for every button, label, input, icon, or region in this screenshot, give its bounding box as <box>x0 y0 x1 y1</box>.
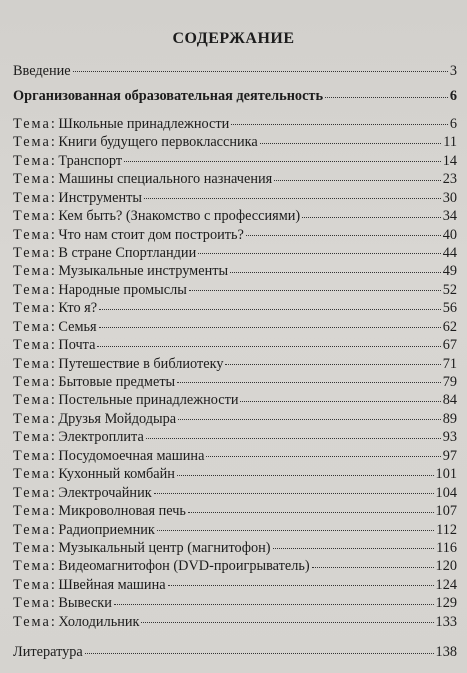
toc-entry-label: Тема: Школьные принадлежности <box>13 115 230 132</box>
toc-page-number: 44 <box>442 244 457 261</box>
dot-leader <box>99 309 441 310</box>
tema-prefix: Тема <box>13 429 51 446</box>
toc-page-number: 3 <box>449 63 457 79</box>
toc-entry-topic <box>13 502 457 520</box>
toc-page-number: 23 <box>442 171 457 188</box>
tema-prefix: Тема <box>13 244 51 261</box>
tema-prefix: Тема <box>13 318 51 335</box>
dot-leader <box>85 653 434 654</box>
toc-entry-topic <box>13 391 457 409</box>
toc-entry-topic <box>13 299 457 317</box>
toc-entry-topic <box>13 521 457 539</box>
toc-page-number: 112 <box>436 521 457 538</box>
dot-leader <box>146 438 441 439</box>
dot-leader <box>231 124 448 125</box>
toc-entry-label: Тема: Вывески <box>13 595 112 612</box>
dot-leader <box>97 346 440 347</box>
topic-title: Швейная машина <box>58 576 166 593</box>
toc-entry-label: Литература <box>13 644 83 661</box>
toc-entry-label: Тема: Что нам стоит дом построить? <box>13 226 244 243</box>
topic-title: Холодильник <box>58 613 140 630</box>
topic-title: Электроплита <box>58 429 144 446</box>
tema-prefix: Тема <box>13 300 51 317</box>
topic-title: Почта <box>58 337 96 354</box>
toc-entry-topic <box>13 133 457 151</box>
tema-prefix: Тема <box>13 576 51 593</box>
toc-entry-topic <box>13 152 457 170</box>
topic-title: Радиоприемник <box>58 521 155 538</box>
toc-page-number: 34 <box>442 208 457 225</box>
toc-entry-topic <box>13 613 457 631</box>
dot-leader <box>273 548 435 549</box>
toc-entry-topic <box>13 336 457 354</box>
topic-title: Школьные принадлежности <box>58 115 230 132</box>
dot-leader <box>168 585 434 586</box>
toc-entry-label: Тема: Музыкальные инструменты <box>13 263 229 280</box>
toc-page-number: 40 <box>442 226 457 243</box>
topic-title: Что нам стоит дом построить? <box>58 226 244 243</box>
dot-leader <box>114 604 434 605</box>
toc-page-number: 67 <box>442 337 457 354</box>
dot-leader <box>188 512 434 513</box>
toc-entry-label: Тема: Кто я? <box>13 300 98 317</box>
toc-page-number: 84 <box>442 392 457 409</box>
tema-prefix: Тема <box>13 484 51 501</box>
dot-leader <box>274 180 440 181</box>
toc-page-number: 52 <box>442 281 457 298</box>
topic-title: Транспорт <box>58 152 123 169</box>
toc-entry-label: Тема: Путешествие в библиотеку <box>13 355 224 372</box>
dot-leader <box>230 272 441 273</box>
toc-entry-label: Тема: Радиоприемник <box>13 521 155 538</box>
tema-prefix: Тема <box>13 503 51 520</box>
tema-prefix: Тема <box>13 226 51 243</box>
toc-page-number: 107 <box>435 503 457 520</box>
toc-entry-topic <box>13 557 457 575</box>
tema-prefix: Тема <box>13 134 51 151</box>
toc-page-number: 89 <box>442 410 457 427</box>
tema-prefix: Тема <box>13 521 51 538</box>
toc-page-number: 56 <box>442 300 457 317</box>
topic-title: Вывески <box>58 595 112 612</box>
topic-title: Книги будущего первоклассника <box>58 134 258 151</box>
dot-leader <box>124 161 441 162</box>
toc-page-number: 97 <box>442 447 457 464</box>
toc-page-number: 11 <box>443 134 457 151</box>
dot-leader <box>189 290 441 291</box>
dot-leader <box>177 475 434 476</box>
toc-page-number: 116 <box>436 539 457 556</box>
topic-title: Музыкальный центр (магнитофон) <box>58 539 271 556</box>
tema-prefix: Тема <box>13 447 51 464</box>
dot-leader <box>99 327 441 328</box>
toc-page-number: 101 <box>435 466 457 483</box>
dot-leader <box>141 622 433 623</box>
dot-leader <box>178 419 441 420</box>
toc-entry-topic <box>13 207 457 225</box>
toc-entry-label: Тема: Микроволновая печь <box>13 503 186 520</box>
toc-page-number: 104 <box>435 484 457 501</box>
topic-title: Путешествие в библиотеку <box>58 355 224 372</box>
toc-entry-topic <box>13 355 457 373</box>
dot-leader <box>302 217 441 218</box>
toc-entry-label: Тема: Кем быть? (Знакомство с профессиями) <box>13 208 301 225</box>
toc-entry-label: Тема: Холодильник <box>13 613 140 630</box>
dot-leader <box>177 382 441 383</box>
toc-page-number: 133 <box>435 613 457 630</box>
toc-entry-topic <box>13 189 457 207</box>
topic-title: Народные промыслы <box>58 281 187 298</box>
toc-page-number: 14 <box>442 152 457 169</box>
dot-leader <box>260 143 441 144</box>
tema-prefix: Тема <box>13 374 51 390</box>
topic-title: Кухонный комбайн <box>58 466 175 483</box>
toc-topic-list <box>13 115 457 631</box>
toc-entry-intro <box>13 62 457 80</box>
topic-title: Посудомоечная машина <box>58 447 205 464</box>
toc-entry-topic <box>13 244 457 262</box>
tema-prefix: Тема <box>13 337 51 354</box>
topic-title: Бытовые предметы <box>58 374 176 390</box>
toc-entry-label: Тема: Видеомагнитофон (DVD-проигрыватель) <box>13 558 310 575</box>
toc-page-number: 93 <box>442 429 457 446</box>
toc-entry-topic <box>13 373 457 391</box>
toc-entry-label: Тема: Машины специального назначения <box>13 171 273 188</box>
toc-entry-label: Тема: Посудомоечная машина <box>13 447 205 464</box>
dot-leader <box>198 253 440 254</box>
toc-entry-label: Тема: Электрочайник <box>13 484 152 501</box>
toc-entry-topic <box>13 594 457 612</box>
tema-prefix: Тема <box>13 263 51 280</box>
topic-title: Кем быть? (Знакомство с профессиями) <box>58 208 301 225</box>
tema-prefix: Тема <box>13 466 51 483</box>
toc-entry-topic <box>13 484 457 502</box>
tema-prefix: Тема <box>13 392 51 409</box>
dot-leader <box>246 235 441 236</box>
tema-prefix: Тема <box>13 115 51 132</box>
toc-entry-label: Тема: Народные промыслы <box>13 281 187 298</box>
toc-entry-label: Организованная образовательная деятельность <box>13 88 324 105</box>
toc-entry-topic <box>13 170 457 188</box>
topic-title: Инструменты <box>58 189 142 206</box>
topic-title: Семья <box>58 318 97 335</box>
tema-prefix: Тема <box>13 539 51 556</box>
toc-entry-topic <box>13 465 457 483</box>
toc-section-heading <box>13 87 457 105</box>
tema-prefix: Тема <box>13 595 51 612</box>
topic-title: Микроволновая печь <box>58 503 186 520</box>
toc-entry-topic <box>13 428 457 446</box>
toc-entry-topic <box>13 281 457 299</box>
dot-leader <box>225 364 440 365</box>
toc-entry-label: Тема: Инструменты <box>13 189 142 206</box>
toc-entry-literature <box>13 643 457 661</box>
tema-prefix: Тема <box>13 613 51 630</box>
toc-page-number: 49 <box>442 263 457 280</box>
toc-entry-label: Тема: Друзья Мойдодыра <box>13 410 177 427</box>
toc-entry-label: Тема: Семья <box>13 318 97 335</box>
toc-entry-label: Тема: Электроплита <box>13 429 144 446</box>
toc-entry-label: Тема: Постельные принадлежности <box>13 392 239 409</box>
tema-prefix: Тема <box>13 152 51 169</box>
dot-leader <box>240 401 440 402</box>
toc-entry-label: Тема: Почта <box>13 337 96 354</box>
topic-title: В стране Спортландии <box>58 244 197 261</box>
toc-entry-label: Тема: Транспорт <box>13 152 123 169</box>
toc-page-number: 6 <box>449 88 457 105</box>
dot-leader <box>206 456 440 457</box>
toc-page-number: 6 <box>449 115 457 132</box>
toc-entry-topic <box>13 115 457 133</box>
dot-leader <box>144 198 441 199</box>
toc-page-number: 30 <box>442 189 457 206</box>
topic-title: Кто я? <box>58 300 98 317</box>
tema-prefix: Тема <box>13 208 51 225</box>
toc-page-number: 124 <box>435 576 457 593</box>
toc-entry-topic <box>13 539 457 557</box>
tema-prefix: Тема <box>13 281 51 298</box>
toc-entry-topic <box>13 318 457 336</box>
tema-prefix: Тема <box>13 558 51 575</box>
toc-entry-label: Тема: Бытовые предметы <box>13 374 176 390</box>
toc-page-number: 129 <box>435 595 457 612</box>
toc-entry-topic <box>13 262 457 280</box>
toc-entry-label: Тема: Кухонный комбайн <box>13 466 175 483</box>
toc-page-number: 79 <box>442 374 457 390</box>
topic-title: Машины специального назначения <box>58 171 273 188</box>
toc-entry-topic <box>13 447 457 465</box>
toc-page-number: 138 <box>435 644 457 661</box>
toc-entry-label: Введение <box>13 63 71 79</box>
toc-page-number: 120 <box>435 558 457 575</box>
dot-leader <box>154 493 434 494</box>
dot-leader <box>325 97 448 98</box>
toc-entry-topic <box>13 576 457 594</box>
topic-title: Электрочайник <box>58 484 152 501</box>
tema-prefix: Тема <box>13 410 51 427</box>
toc-entry-label: Тема: Музыкальный центр (магнитофон) <box>13 539 271 556</box>
table-of-contents <box>13 62 457 662</box>
topic-title: Музыкальные инструменты <box>58 263 229 280</box>
topic-title: Друзья Мойдодыра <box>58 410 177 427</box>
tema-prefix: Тема <box>13 189 51 206</box>
toc-entry-label: Тема: В стране Спортландии <box>13 244 197 261</box>
toc-page-number: 71 <box>442 355 457 372</box>
dot-leader <box>157 530 434 531</box>
topic-title: Постельные принадлежности <box>58 392 239 409</box>
tema-prefix: Тема <box>13 355 51 372</box>
toc-entry-topic <box>13 410 457 428</box>
toc-page-number: 62 <box>442 318 457 335</box>
toc-entry-topic <box>13 226 457 244</box>
page-title: СОДЕРЖАНИЕ <box>172 30 295 47</box>
dot-leader <box>312 567 434 568</box>
topic-title: Видеомагнитофон (DVD-проигрыватель) <box>58 558 310 575</box>
tema-prefix: Тема <box>13 171 51 188</box>
dot-leader <box>73 71 448 72</box>
toc-entry-label: Тема: Швейная машина <box>13 576 166 593</box>
toc-entry-label: Тема: Книги будущего первоклассника <box>13 134 258 151</box>
